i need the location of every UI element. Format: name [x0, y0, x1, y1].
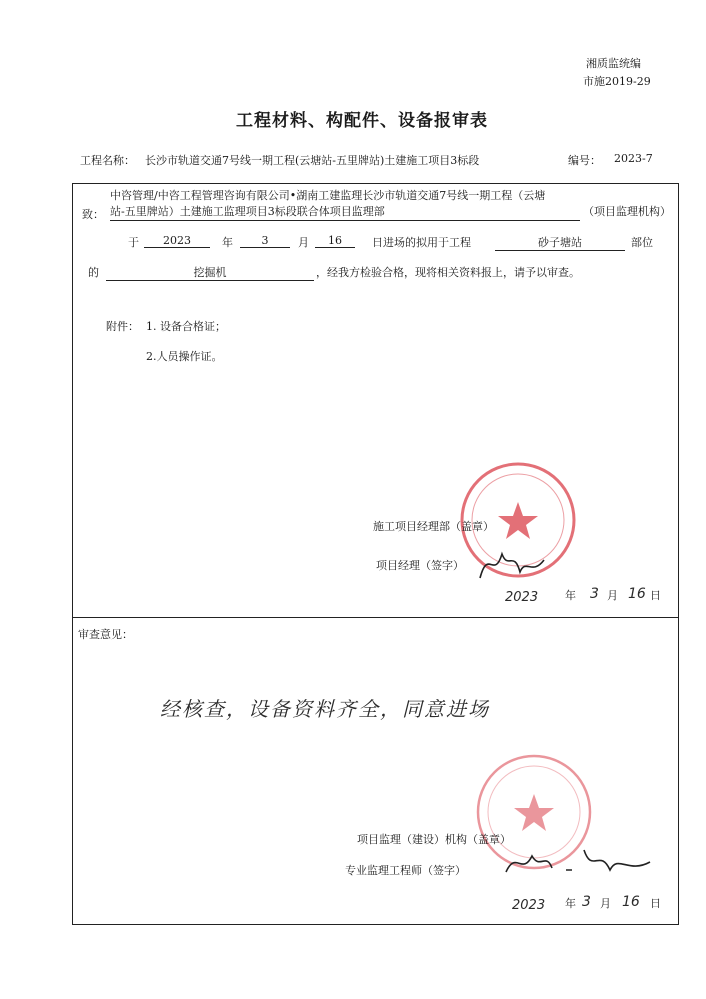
review-date-year: 2023: [512, 898, 546, 913]
review-label: 审查意见：: [78, 628, 133, 641]
attachments-label: 附件：: [106, 320, 139, 333]
form-code-line2: 市施2019-29: [583, 75, 651, 88]
review-date-day: 16: [622, 894, 640, 910]
statement-buwei: 部位: [631, 236, 653, 249]
review-date-ri: 日: [650, 897, 661, 910]
section-divider: [72, 617, 679, 618]
addressee-line2: 站-五里牌站）土建施工监理项目3标段联合体项目监理部: [110, 203, 580, 221]
review-opinion-handwritten: 经核查，设备资料齐全，同意进场: [160, 697, 490, 721]
supervising-engineer-label: 专业监理工程师（签字）: [345, 864, 466, 877]
contractor-date-year: 2023: [505, 590, 539, 605]
number-value: 2023-7: [614, 152, 653, 165]
statement-nian: 年: [222, 236, 233, 249]
project-name-value: 长沙市轨道交通7号线一期工程(云塘站-五里牌站)土建施工项目3标段: [145, 154, 480, 167]
number-label: 编号：: [568, 154, 601, 167]
statement-location: 砂子塘站: [495, 234, 625, 251]
attachment-item-2: 2.人员操作证。: [146, 350, 223, 363]
statement-item: 挖掘机: [106, 264, 314, 281]
supervision-org-label: 项目监理（建设）机构（盖章）: [357, 833, 511, 846]
review-date-nian: 年: [565, 897, 576, 910]
addressee-suffix: （项目监理机构）: [583, 205, 671, 218]
contractor-date-ri: 日: [650, 589, 661, 602]
project-manager-signature: [474, 540, 554, 590]
supervising-engineer-signature: [500, 840, 660, 885]
contractor-date-yue: 月: [607, 589, 618, 602]
statement-yue: 月: [298, 236, 309, 249]
contractor-date-nian: 年: [565, 589, 576, 602]
page-title: 工程材料、构配件、设备报审表: [236, 111, 488, 131]
to-label: 致：: [82, 208, 104, 221]
contractor-date-day: 16: [628, 586, 646, 602]
statement-yu: 于: [128, 236, 139, 249]
statement-month: 3: [240, 234, 290, 248]
statement-mid: 日进场的拟用于工程: [372, 236, 471, 249]
project-name-label: 工程名称：: [80, 154, 135, 167]
statement-de: 的: [88, 266, 99, 279]
attachment-item-1: 1. 设备合格证；: [146, 320, 226, 333]
statement-tail: ，经我方检验合格，现将相关资料报上，请予以审查。: [316, 266, 580, 279]
addressee-line1: 中咨管理/中咨工程管理咨询有限公司•湖南工建监理长沙市轨道交通7号线一期工程（云塘: [110, 189, 546, 202]
review-date-yue: 月: [600, 897, 611, 910]
review-date-month: 3: [582, 894, 591, 910]
contractor-date-month: 3: [590, 586, 599, 602]
statement-year: 2023: [144, 234, 210, 248]
contractor-dept-label: 施工项目经理部（盖章）: [373, 520, 494, 533]
form-code-line1: 湘质监统编: [586, 57, 641, 70]
project-manager-label: 项目经理（签字）: [376, 559, 464, 572]
statement-day: 16: [315, 234, 355, 248]
